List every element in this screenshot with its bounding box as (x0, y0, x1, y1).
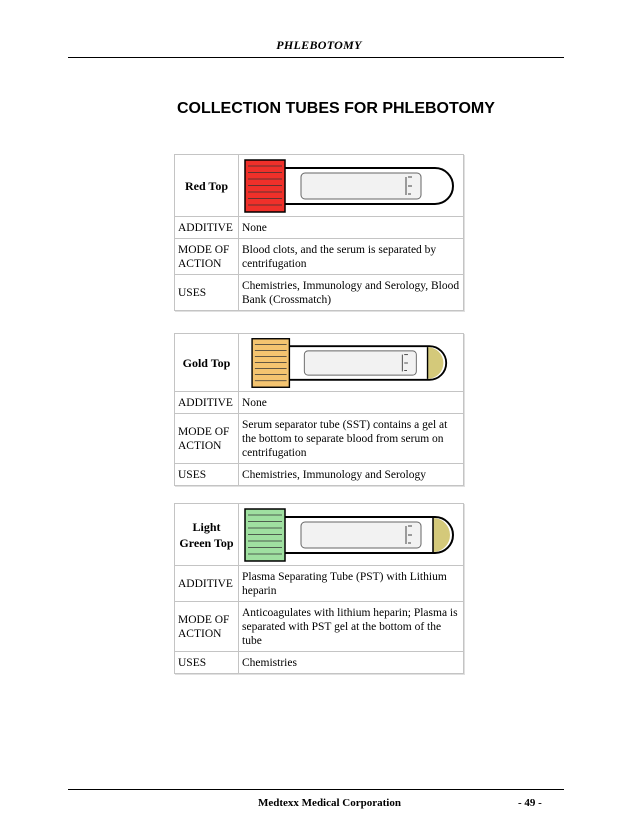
tube-table-gold-top (174, 333, 464, 486)
tube-name: Light Green Top (175, 504, 239, 566)
row-value: None (239, 392, 464, 414)
row-label: MODE OF ACTION (175, 239, 239, 275)
row-label: ADDITIVE (175, 566, 239, 602)
tube-image-cell (239, 334, 464, 392)
row-value: Chemistries, Immunology and Serology, Blood Bank (Crossmatch) (239, 275, 464, 311)
gold-tube-icon (239, 335, 463, 391)
row-label: MODE OF ACTION (175, 414, 239, 464)
tube-cap (252, 338, 289, 387)
row-label: ADDITIVE (175, 217, 239, 239)
tube-cap (245, 509, 285, 561)
page-number: - 49 - (518, 797, 542, 809)
tube-image-cell (239, 155, 464, 217)
row-value: None (239, 217, 464, 239)
row-label: USES (175, 652, 239, 674)
row-label: USES (175, 464, 239, 486)
tube-cap (245, 160, 285, 212)
tube-image-cell (239, 504, 464, 566)
tube-name: Red Top (175, 155, 239, 217)
row-label: USES (175, 275, 239, 311)
row-value: Anticoagulates with lithium heparin; Plasma is separated with PST gel at the bottom of the tube (239, 602, 464, 652)
tube-name: Gold Top (175, 334, 239, 392)
row-value: Plasma Separating Tube (PST) with Lithium heparin (239, 566, 464, 602)
tube-label (301, 522, 421, 548)
red-tube-icon (239, 156, 463, 216)
running-header: PHLEBOTOMY (276, 38, 362, 52)
light-green-tube-icon (239, 505, 463, 565)
row-value: Blood clots, and the serum is separated by centrifugation (239, 239, 464, 275)
row-label: MODE OF ACTION (175, 602, 239, 652)
tube-label (301, 173, 421, 199)
row-value: Serum separator tube (SST) contains a gel at the bottom to separate blood from serum on centrifugation (239, 414, 464, 464)
page-title: COLLECTION TUBES FOR PHLEBOTOMY (177, 100, 495, 117)
footer-rule (68, 789, 564, 790)
row-label: ADDITIVE (175, 392, 239, 414)
header-rule (68, 57, 564, 58)
row-value: Chemistries (239, 652, 464, 674)
tube-table-red-top (174, 154, 464, 311)
tube-label (304, 350, 416, 374)
footer-company: Medtexx Medical Corporation (258, 797, 401, 809)
row-value: Chemistries, Immunology and Serology (239, 464, 464, 486)
tube-table-light-green-top (174, 503, 464, 674)
